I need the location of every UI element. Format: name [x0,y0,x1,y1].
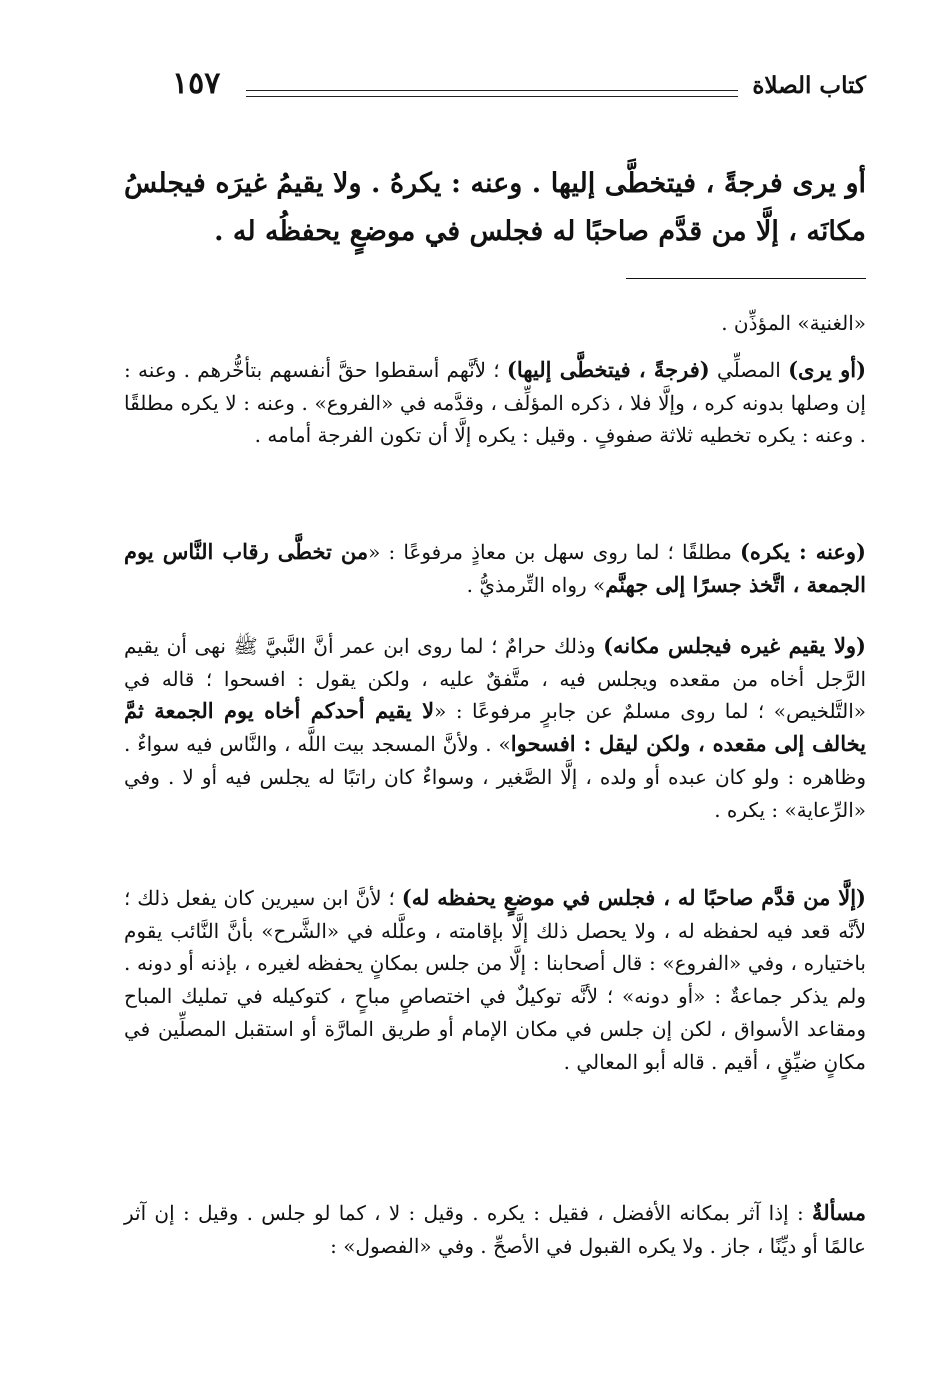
commentary-text: » رواه التِّرمذيُّ . [466,572,606,597]
quoted-matn: (إلَّا من قدَّم صاحبًا له ، فجلس في موضعٍ يحفظه له) [401,885,866,910]
hadith-quote: لا يقيم أحدكم أخاه يوم الجمعة ثمَّ يخالف إلى مقعده ، ولكن ليقل : افسحوا [124,698,867,757]
page-number: ١٥٧ [172,66,221,101]
quoted-matn: (ولا يقيم غيره فيجلس مكانه) [603,633,866,658]
hadith-quote: من تخطَّى رقاب النَّاس يوم الجمعة ، اتَّخذ جسرًا إلى جهنَّم [124,539,866,597]
quoted-matn: (أو يرى) [788,357,867,382]
commentary-paragraph: «الغنية» المؤذِّن . [721,311,866,335]
page-header [150,66,866,106]
commentary-text: وذلك حرامٌ ؛ لما روى ابن عمر أنَّ النَّبيَّ ﷺ نهى أن يقيم الرَّجل أخاه من مقعده ويجلس فيه ، متَّفقٌ عليه ، ولكن يقول : افسحوا ؛ قاله في «التَّلخيص» ؛ لما روى مسلمٌ عن جابرٍ مرفوعًا : « [124,634,866,724]
commentary-continuation [124,307,866,340]
commentary-text: المصلِّي [709,358,789,382]
quoted-matn: (فرجةً ، فيتخطَّى إليها) [506,357,710,382]
issue-heading: مسألةٌ [811,1200,866,1225]
commentary-text: ؛ لأنَّهم أسقطوا حقَّ أنفسهم بتأخُّرهم . وعنه : إن وصلها بدونه كره ، وإلَّا فلا ، ذكره المؤلِّف ، وقدَّمه في «الفروع» . وعنه : لا يكره مطلقًا . وعنه : يكره تخطيه ثلاثة صفوفٍ . وقيل : يكره إلَّا أن تكون الفرجة أمامه . [124,358,866,448]
running-title: كتاب الصلاة [752,72,866,99]
commentary-separator [626,278,866,279]
header-rule [246,90,738,97]
commentary-text: : إذا آثر بمكانه الأفضل ، فقيل : يكره . وقيل : لا ، كما لو جلس . وقيل : إن آثر عالمًا أو ديِّنًا ، جاز . ولا يكره القبول في الأصحِّ . وفي «الفصول» : [124,1201,866,1258]
commentary-text: » . ولأنَّ المسجد بيت اللَّه ، والنَّاس فيه سواءٌ . وظاهره : ولو كان عبده أو ولده ، إلَّا الصَّغير ، وسواءٌ كان راتبًا له يجلس فيه أو لا . وفي «الرِّعاية» : يكره . [124,732,866,822]
commentary-paragraph [124,630,866,826]
main-text: أو يرى فرجةً ، فيتخطَّى إليها . وعنه : يكرهُ . ولا يقيمُ غيرَه فيجلسُ مكانَه ، إلَّا من قدَّم صاحبًا له فجلس في موضعٍ يحفظُه له . [124,168,866,247]
commentary-paragraph [124,882,866,1078]
commentary-paragraph [124,354,866,452]
commentary-text: ؛ لأنَّ ابن سيرين كان يفعل ذلك ؛ لأنَّه قعد فيه لحفظه له ، ولا يحصل ذلك إلَّا بإقامته ، وعلَّله في «الشَّرح» بأنَّ النَّائب يقوم باختياره ، وفي «الفروع» : قال أصحابنا : إلَّا من جلس بمكانٍ يحفظه لغيره ، بإذنه أو دونه . ولم يذكر جماعةٌ : «أو دونه» ؛ لأنَّه توكيلٌ في اختصاصٍ مباحٍ ، كتوكيله في تمليك المباح ومقاعد الأسواق ، لكن إن جلس في مكان الإمام أو طريق المارَّة أو استقبل المصلِّين في مكانٍ ضيِّقٍ ، أقيم . قاله أبو المعالي . [124,886,866,1074]
commentary-text: مطلقًا ؛ لما روى سهل بن معاذٍ مرفوعًا : « [368,540,740,564]
quoted-matn: (وعنه : يكره) [739,539,866,564]
commentary-paragraph [124,536,866,601]
commentary-paragraph [124,1197,866,1262]
